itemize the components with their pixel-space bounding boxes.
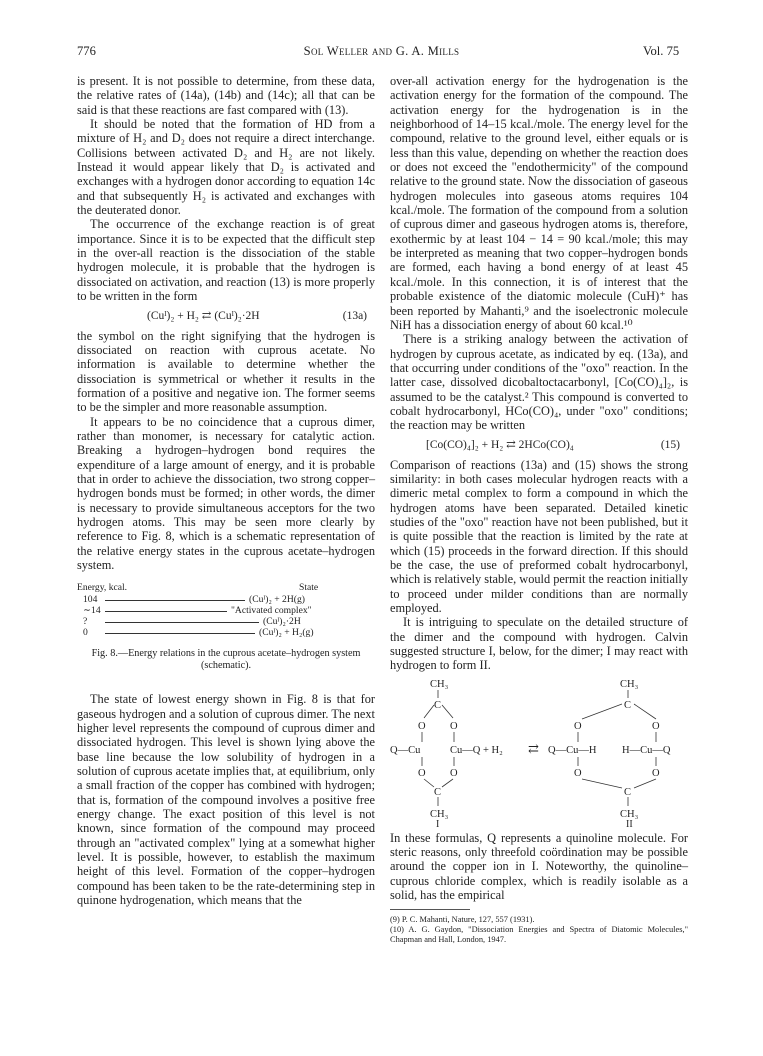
state-label: (Cuᴵ)₂·2H	[263, 616, 301, 628]
paragraph: over-all activation energy for the hydrogenation is the activation energy for the formation of the compound. The activation energy for the hydrogenation is in the neighborhood of 14–15 kcal./mole. The energy level for the compound, relative to the ground level, either equals or is less than this value, depending on whether the reaction does or does not exceed the "endothermicity" of the compound relative to the ground state. Now the dissociation of gaseous hydrogen molecules into gaseous atoms requires 104 kcal./mole. The formation of the compound from a solution of cuprous dimer and gaseous hydrogen atoms is, therefore, exothermic by at least 104 − 14 = 90 kcal./mole; this may be interpreted as meaning that two copper–hydrogen bonds are formed, each having a bond energy of at least 45 kcal./mole. In this connection, it is of interest that the probable existence of the diatomic molecule (CuH)⁺ has been reported by Mahanti,⁹ and the isoelectronic molecule NiH has a dissociation energy of about 60 kcal.¹⁰	[390, 74, 688, 332]
footnote: (10) A. G. Gaydon, "Dissociation Energies and Spectra of Diatomic Molecules," Chapman and Hall, London, 1947.	[390, 925, 688, 944]
paragraph: the symbol on the right signifying that the hydrogen is dissociated on reaction with cuprous acetate. No information is available to determine whether the dissociation is symmetrical or whether it results in the formation of a positive and negative ion. The former seems to be the simpler and more reasonable assumption.	[77, 328, 375, 415]
oxygen-atom: O	[450, 720, 458, 732]
energy-value: ?	[83, 616, 88, 628]
paragraph: There is a striking analogy between the activation of hydrogen by cuprous acetate, as indicated by eq. (13a), and that occurring under conditions of the "oxo" reaction. In the latter case, dissolved dicobaltoctacarbonyl, [Co(CO)₄]₂, is assumed to be the catalyst.² This compound is converted to cobalt hydrocarbonyl, HCo(CO)₄, under "oxo" conditions; the reaction may be written	[390, 332, 688, 433]
structure-label-I: I	[436, 818, 440, 827]
structure-diagram	[390, 677, 688, 827]
carbon-atom: C	[434, 699, 442, 711]
oxygen-atom: O	[652, 767, 660, 779]
oxygen-atom: O	[418, 767, 426, 779]
equation-number: (13a)	[342, 309, 367, 322]
oxygen-atom: O	[574, 720, 582, 732]
paragraph: The state of lowest energy shown in Fig. 8 is that for gaseous hydrogen and a solution of cuprous dimer. The next higher level represents the compound of cuprous dimer and dissociated hydrogen. This level is shown lying above the base line because the low solubility of hydrogen in a solution of cuprous acetate implies that, at equilibrium, only a small fraction of the copper has combined with hydrogen; that is, formation of the compound involves a positive free energy change. The exact position of this level is not known, since formation of the compound may proceed through an "activated complex" lying at a somewhat higher level. It is possible, however, to establish the maximum height of this level. Formation of the copper–hydrogen compound has been taken to be the rate-determining step in quinone hydrogenation, which means that the	[77, 692, 375, 908]
volume-label: Vol. 75	[643, 44, 680, 58]
energy-level-line	[105, 633, 255, 634]
energy-column-header: Energy, kcal.	[77, 582, 128, 594]
equation-body: (Cuᴵ)₂ + H₂ ⇄ (Cuᴵ)₂·2H	[147, 309, 260, 322]
copper-hydride-left: Q—Cu—H	[548, 744, 597, 756]
oxygen-atom: O	[450, 767, 458, 779]
paragraph: It is intriguing to speculate on the detailed structure of the dimer and the compound with hydrogen. Calvin suggested structure I, below, for the dimer; I may react with hydrogen to form II.	[390, 615, 688, 673]
page-number: 776	[77, 44, 96, 58]
left-column	[77, 74, 375, 908]
oxygen-atom: O	[652, 720, 660, 732]
methyl-group: CH₃	[430, 808, 449, 820]
equation-13a	[77, 309, 375, 324]
state-label: (Cuᴵ)₂ + 2H(g)	[249, 594, 305, 606]
carbon-atom: C	[434, 786, 442, 798]
oxygen-atom: O	[418, 720, 426, 732]
right-column	[390, 74, 688, 944]
energy-level-line	[105, 600, 245, 601]
figure-8-caption: Fig. 8.—Energy relations in the cuprous acetate–hydrogen system (schematic).	[91, 648, 361, 672]
energy-value: 0	[83, 627, 88, 639]
paragraph: It appears to be no coincidence that a cuprous dimer, rather than monomer, is necessary for catalytic action. Breaking a hydrogen–hydrogen bond requires the expenditure of a large amount of energy, and it is probable that in order to achieve the dissociation, two strong copper–hydrogen bonds must be formed; in other words, the dimer is necessary to provide simultaneous acceptors for the two hydrogen atoms. This may be seen more clearly by reference to Fig. 8, which is a schematic representation of the relative energy states in the cuprous acetate–hydrogen system.	[77, 414, 375, 572]
paragraph: The occurrence of the exchange reaction is of great importance. Since it is to be expected that the difficult step in the over-all reaction is the dissociation of the stable hydrogen molecule, it is probable that the hydrogen is dissociated on activation, and reaction (13) is more properly to be written in the form	[77, 217, 375, 304]
carbon-atom: C	[624, 786, 632, 798]
equation-15	[390, 438, 688, 453]
energy-level-line	[105, 611, 227, 612]
equilibrium-arrow: ⇄	[528, 740, 539, 756]
state-label: (Cuᴵ)₂ + H₂(g)	[259, 627, 314, 639]
state-column-header: State	[299, 582, 319, 594]
paragraph: It should be noted that the formation of HD from a mixture of H₂ and D₂ does not require a direct interchange. Collisions between activated D₂ and H₂ are not likely. Instead it would appear likely that D₂ is activated and exchanges with a hydrogen donor according to equation 14c and that subsequently H₂ is activated and exchanges with the deuterated donor.	[77, 117, 375, 218]
footnote: (9) P. C. Mahanti, Nature, 127, 557 (1931).	[390, 915, 535, 925]
structure-label-II: II	[626, 818, 633, 827]
footnote-rule	[390, 909, 470, 910]
paragraph: is present. It is not possible to determine, from these data, the relative rates of (14a), (14b) and (14c); all that can be said is that these reactions are fast compared with (13).	[77, 74, 375, 117]
energy-level-line	[105, 622, 259, 623]
paragraph: Comparison of reactions (13a) and (15) shows the strong similarity: in both cases molecular hydrogen reacts with a dimeric metal complex to form a compound in which the hydrogen atoms have been separated. Detailed kinetic studies of the "oxo" reaction have not been published, but it is quite possible that the reaction is limited by the rate at which (15) proceeds in the forward direction. If this should be the case, the use of preformed cobalt hydrocarbonyl, which is relatively stable, would permit the reaction initially to proceed under milder conditions than are normally employed.	[390, 457, 688, 616]
methyl-group: CH₃	[620, 808, 639, 820]
methyl-group: CH₃	[620, 678, 639, 690]
energy-value: 104	[83, 594, 98, 606]
copper-quinoline-right: Cu—Q + H₂	[450, 744, 503, 756]
methyl-group: CH₃	[430, 678, 449, 690]
copper-hydride-right: H—Cu—Q	[622, 744, 671, 756]
equation-number: (15)	[660, 438, 680, 451]
copper-quinoline-left: Q—Cu	[390, 744, 421, 756]
state-label: "Activated complex"	[231, 605, 312, 617]
running-title: Sol Weller and G. A. Mills	[303, 44, 460, 58]
paragraph: In these formulas, Q represents a quinoline molecule. For steric reasons, only threefold coördination may be possible around the copper ion in I. Noteworthy, the quinoline–cuprous chloride complex, which is readily isolable as a solid, has the empirical	[390, 830, 688, 903]
equation-body: [Co(CO)₄]₂ + H₂ ⇄ 2HCo(CO)₄	[426, 438, 574, 451]
energy-value: ∼14	[83, 605, 101, 617]
figure-8-energy-diagram	[77, 582, 375, 640]
oxygen-atom: O	[574, 767, 582, 779]
carbon-atom: C	[624, 699, 632, 711]
